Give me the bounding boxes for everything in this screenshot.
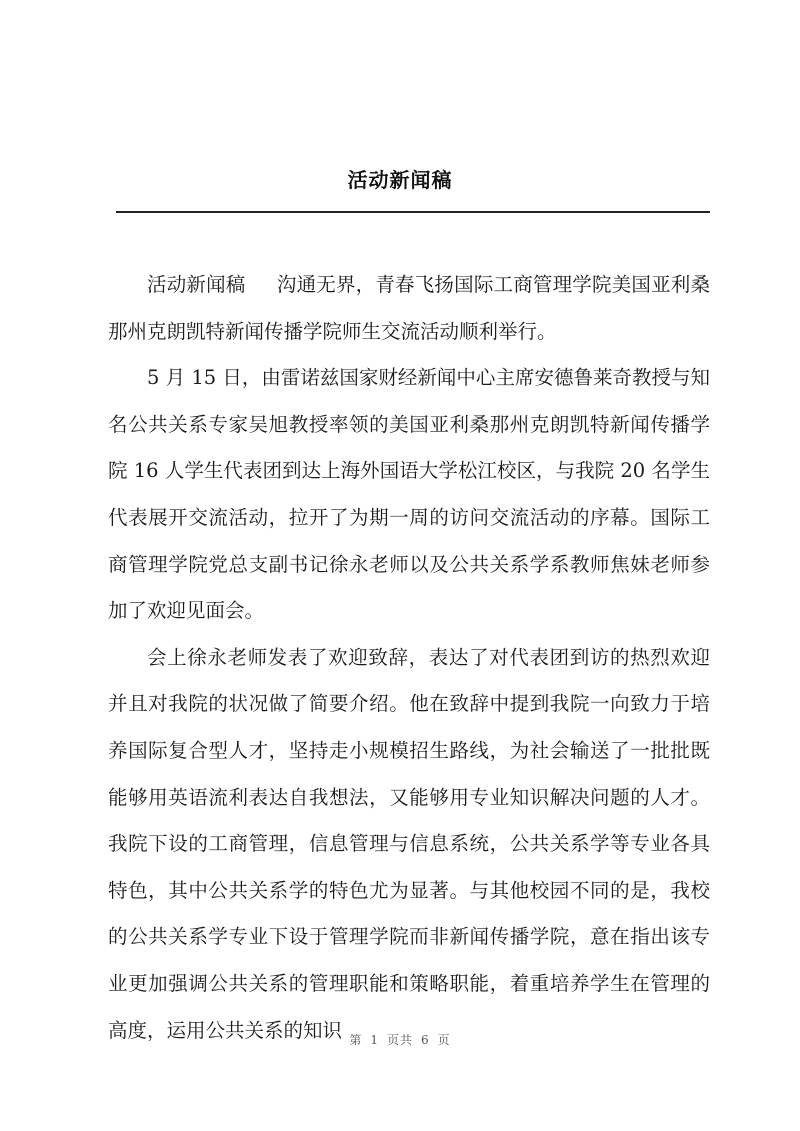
paragraph-lead-heading: 活动新闻稿 xyxy=(147,273,246,296)
footer-suffix: 页 xyxy=(437,1033,451,1047)
paragraph-3: 会上徐永老师发表了欢迎致辞，表达了对代表团到访的热烈欢迎并且对我院的状况做了简要介绍。他在致辞中提到我院一向致力于培养国际复合型人才，坚持走小规模招生路线，为社会输送了一批批既能够用英语流利表达自我想法，又能够用专业知识解决问题的人才。我院下设的工商管理，信息管理与信息系统，公共关系学等专业各具特色，其中公共关系学的特色尤为显著。与其他校园不同的是，我校的公共关系学专业下设于管理学院而非新闻传播学院，意在指出该专业更加强调公共关系的管理职能和策略职能，着重培养学生在管理的高度，运用公共关系的知识 xyxy=(108,645,710,1042)
footer-page-total: 6 xyxy=(421,1033,430,1047)
paragraph-1 xyxy=(108,262,710,355)
paragraph-2: 5 月 15 日，由雷诺兹国家财经新闻中心主席安德鲁莱奇教授与知名公共关系专家吴旭教授率领的美国亚利桑那州克朗凯特新闻传播学院 16 人学生代表团到达上海外国语大学松江校区，与我院 20 名学生代表展开交流活动，拉开了为期一周的访问交流活动的序幕。国际工商管理学院党总支副书记徐永老师以及公共关系学系教师焦妹老师参加了欢迎见面会。 xyxy=(108,366,710,623)
document-title: 活动新闻稿 xyxy=(347,168,453,192)
paragraph-1-text: 沟通无界，青春飞扬国际工商管理学院美国亚利桑那州克朗凯特新闻传播学院师生交流活动顺利举行。 xyxy=(108,273,710,343)
footer-page-number: 1 xyxy=(370,1033,379,1047)
footer-mid: 页共 xyxy=(386,1033,413,1047)
document-body xyxy=(108,262,710,1054)
footer-prefix: 第 xyxy=(349,1033,363,1047)
page-footer xyxy=(0,1031,800,1048)
title-underline-rule xyxy=(116,211,710,213)
